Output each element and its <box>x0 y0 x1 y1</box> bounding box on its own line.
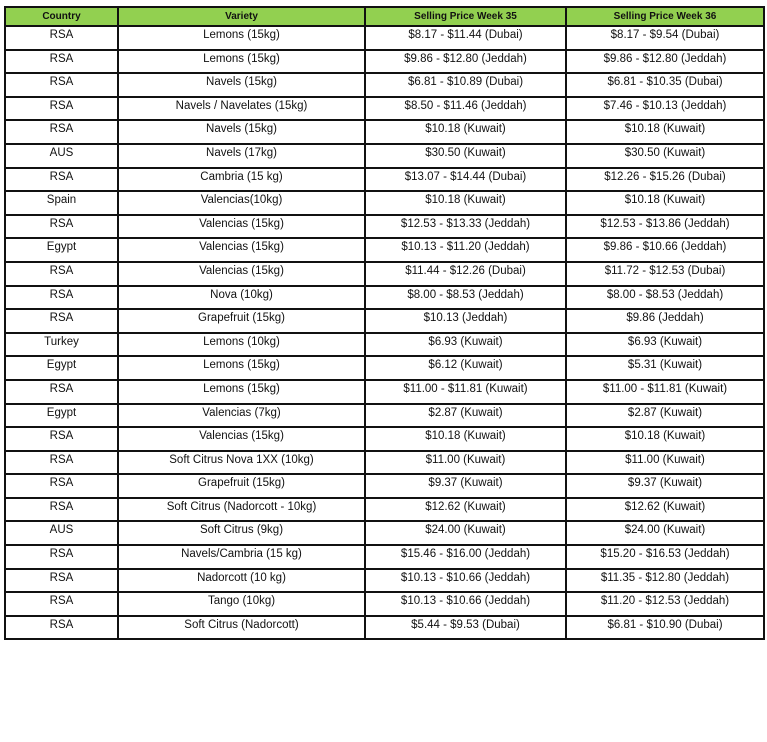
cell-price-week-36: $9.86 (Jeddah) <box>566 309 764 333</box>
header-country: Country <box>5 7 118 26</box>
table-row <box>5 592 764 616</box>
cell-country: Spain <box>5 191 118 215</box>
table-row <box>5 404 764 428</box>
cell-price-week-35: $8.50 - $11.46 (Jeddah) <box>365 97 566 121</box>
table-row <box>5 120 764 144</box>
cell-price-week-35: $10.18 (Kuwait) <box>365 120 566 144</box>
cell-variety: Valencias (15kg) <box>118 262 365 286</box>
cell-price-week-36: $10.18 (Kuwait) <box>566 191 764 215</box>
cell-variety: Grapefruit (15kg) <box>118 474 365 498</box>
cell-country: RSA <box>5 168 118 192</box>
cell-country: RSA <box>5 97 118 121</box>
header-variety: Variety <box>118 7 365 26</box>
cell-variety: Navels/Cambria (15 kg) <box>118 545 365 569</box>
cell-country: RSA <box>5 451 118 475</box>
cell-variety: Valencias(10kg) <box>118 191 365 215</box>
table-row <box>5 144 764 168</box>
cell-price-week-36: $2.87 (Kuwait) <box>566 404 764 428</box>
cell-price-week-36: $9.37 (Kuwait) <box>566 474 764 498</box>
cell-price-week-36: $8.17 - $9.54 (Dubai) <box>566 26 764 50</box>
table-row <box>5 521 764 545</box>
cell-country: AUS <box>5 521 118 545</box>
cell-price-week-36: $11.00 - $11.81 (Kuwait) <box>566 380 764 404</box>
cell-country: Egypt <box>5 356 118 380</box>
cell-price-week-36: $11.35 - $12.80 (Jeddah) <box>566 569 764 593</box>
cell-price-week-35: $8.17 - $11.44 (Dubai) <box>365 26 566 50</box>
cell-variety: Lemons (10kg) <box>118 333 365 357</box>
cell-price-week-35: $24.00 (Kuwait) <box>365 521 566 545</box>
cell-country: RSA <box>5 616 118 640</box>
cell-variety: Soft Citrus (9kg) <box>118 521 365 545</box>
cell-price-week-36: $8.00 - $8.53 (Jeddah) <box>566 286 764 310</box>
table-row <box>5 168 764 192</box>
cell-price-week-35: $9.86 - $12.80 (Jeddah) <box>365 50 566 74</box>
cell-price-week-36: $11.20 - $12.53 (Jeddah) <box>566 592 764 616</box>
cell-country: RSA <box>5 380 118 404</box>
cell-price-week-35: $6.81 - $10.89 (Dubai) <box>365 73 566 97</box>
cell-variety: Grapefruit (15kg) <box>118 309 365 333</box>
table-row <box>5 498 764 522</box>
cell-price-week-36: $10.18 (Kuwait) <box>566 120 764 144</box>
table-row <box>5 569 764 593</box>
cell-country: RSA <box>5 498 118 522</box>
cell-price-week-36: $9.86 - $12.80 (Jeddah) <box>566 50 764 74</box>
cell-price-week-36: $15.20 - $16.53 (Jeddah) <box>566 545 764 569</box>
table-header-row <box>5 7 764 26</box>
cell-variety: Cambria (15 kg) <box>118 168 365 192</box>
cell-price-week-36: $10.18 (Kuwait) <box>566 427 764 451</box>
cell-variety: Soft Citrus Nova 1XX (10kg) <box>118 451 365 475</box>
table-row <box>5 73 764 97</box>
cell-price-week-36: $11.72 - $12.53 (Dubai) <box>566 262 764 286</box>
cell-variety: Lemons (15kg) <box>118 26 365 50</box>
cell-price-week-36: $12.26 - $15.26 (Dubai) <box>566 168 764 192</box>
cell-price-week-36: $6.81 - $10.35 (Dubai) <box>566 73 764 97</box>
table-row <box>5 238 764 262</box>
cell-variety: Valencias (7kg) <box>118 404 365 428</box>
table-row <box>5 427 764 451</box>
table-row <box>5 286 764 310</box>
cell-price-week-35: $10.18 (Kuwait) <box>365 191 566 215</box>
cell-variety: Navels (15kg) <box>118 120 365 144</box>
cell-country: RSA <box>5 262 118 286</box>
price-table-container <box>4 6 765 640</box>
header-price-week-35: Selling Price Week 35 <box>365 7 566 26</box>
cell-price-week-36: $30.50 (Kuwait) <box>566 144 764 168</box>
cell-variety: Navels (17kg) <box>118 144 365 168</box>
table-row <box>5 333 764 357</box>
cell-price-week-36: $24.00 (Kuwait) <box>566 521 764 545</box>
cell-country: RSA <box>5 309 118 333</box>
cell-country: RSA <box>5 50 118 74</box>
cell-price-week-35: $13.07 - $14.44 (Dubai) <box>365 168 566 192</box>
cell-price-week-35: $2.87 (Kuwait) <box>365 404 566 428</box>
cell-price-week-36: $7.46 - $10.13 (Jeddah) <box>566 97 764 121</box>
table-row <box>5 215 764 239</box>
cell-variety: Nova (10kg) <box>118 286 365 310</box>
cell-variety: Navels (15kg) <box>118 73 365 97</box>
cell-country: RSA <box>5 215 118 239</box>
cell-price-week-35: $15.46 - $16.00 (Jeddah) <box>365 545 566 569</box>
table-row <box>5 616 764 640</box>
cell-country: RSA <box>5 592 118 616</box>
cell-variety: Nadorcott (10 kg) <box>118 569 365 593</box>
cell-price-week-36: $12.53 - $13.86 (Jeddah) <box>566 215 764 239</box>
table-row <box>5 26 764 50</box>
table-row <box>5 451 764 475</box>
cell-price-week-35: $11.44 - $12.26 (Dubai) <box>365 262 566 286</box>
table-row <box>5 50 764 74</box>
cell-country: RSA <box>5 569 118 593</box>
table-row <box>5 191 764 215</box>
table-row <box>5 262 764 286</box>
cell-price-week-35: $5.44 - $9.53 (Dubai) <box>365 616 566 640</box>
cell-country: RSA <box>5 286 118 310</box>
cell-country: RSA <box>5 26 118 50</box>
cell-price-week-35: $6.93 (Kuwait) <box>365 333 566 357</box>
cell-price-week-35: $9.37 (Kuwait) <box>365 474 566 498</box>
cell-price-week-35: $11.00 (Kuwait) <box>365 451 566 475</box>
cell-country: RSA <box>5 474 118 498</box>
cell-variety: Lemons (15kg) <box>118 380 365 404</box>
cell-price-week-35: $10.13 - $10.66 (Jeddah) <box>365 592 566 616</box>
cell-country: Egypt <box>5 404 118 428</box>
cell-variety: Soft Citrus (Nadorcott - 10kg) <box>118 498 365 522</box>
table-row <box>5 309 764 333</box>
cell-country: RSA <box>5 545 118 569</box>
cell-price-week-36: $6.81 - $10.90 (Dubai) <box>566 616 764 640</box>
cell-country: AUS <box>5 144 118 168</box>
cell-price-week-36: $12.62 (Kuwait) <box>566 498 764 522</box>
cell-variety: Valencias (15kg) <box>118 215 365 239</box>
cell-price-week-36: $6.93 (Kuwait) <box>566 333 764 357</box>
cell-country: Egypt <box>5 238 118 262</box>
table-row <box>5 474 764 498</box>
table-row <box>5 545 764 569</box>
table-body <box>5 26 764 639</box>
cell-price-week-35: $30.50 (Kuwait) <box>365 144 566 168</box>
cell-variety: Valencias (15kg) <box>118 238 365 262</box>
cell-variety: Lemons (15kg) <box>118 356 365 380</box>
cell-country: RSA <box>5 73 118 97</box>
table-row <box>5 97 764 121</box>
cell-variety: Lemons (15kg) <box>118 50 365 74</box>
cell-variety: Soft Citrus (Nadorcott) <box>118 616 365 640</box>
cell-price-week-35: $11.00 - $11.81 (Kuwait) <box>365 380 566 404</box>
table-row <box>5 356 764 380</box>
cell-price-week-36: $11.00 (Kuwait) <box>566 451 764 475</box>
cell-price-week-35: $10.13 - $11.20 (Jeddah) <box>365 238 566 262</box>
header-price-week-36: Selling Price Week 36 <box>566 7 764 26</box>
cell-variety: Tango (10kg) <box>118 592 365 616</box>
citrus-price-table <box>4 6 765 640</box>
cell-country: Turkey <box>5 333 118 357</box>
cell-price-week-36: $5.31 (Kuwait) <box>566 356 764 380</box>
cell-price-week-35: $10.18 (Kuwait) <box>365 427 566 451</box>
table-row <box>5 380 764 404</box>
cell-price-week-35: $8.00 - $8.53 (Jeddah) <box>365 286 566 310</box>
cell-country: RSA <box>5 427 118 451</box>
cell-price-week-35: $12.62 (Kuwait) <box>365 498 566 522</box>
cell-price-week-35: $12.53 - $13.33 (Jeddah) <box>365 215 566 239</box>
cell-price-week-35: $10.13 (Jeddah) <box>365 309 566 333</box>
cell-price-week-35: $10.13 - $10.66 (Jeddah) <box>365 569 566 593</box>
cell-price-week-36: $9.86 - $10.66 (Jeddah) <box>566 238 764 262</box>
cell-variety: Navels / Navelates (15kg) <box>118 97 365 121</box>
cell-variety: Valencias (15kg) <box>118 427 365 451</box>
cell-country: RSA <box>5 120 118 144</box>
cell-price-week-35: $6.12 (Kuwait) <box>365 356 566 380</box>
